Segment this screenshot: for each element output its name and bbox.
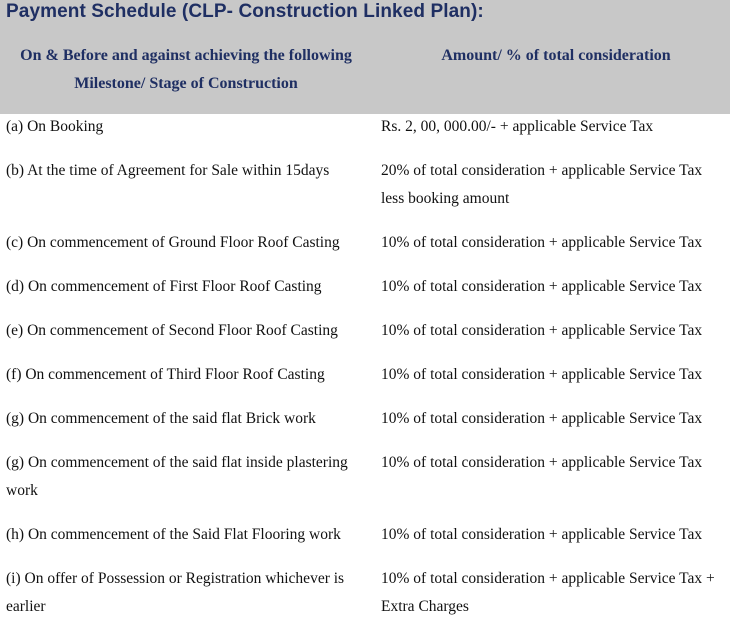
amount-cell: 10% of total consideration + applicable Service Tax — [381, 366, 703, 383]
table-row — [0, 565, 730, 620]
amount-cell: 10% of total consideration + applicable Service Tax — [381, 454, 703, 471]
milestone-cell: (d) On commencement of First Floor Roof Casting — [6, 278, 322, 295]
milestone-cell: (c) On commencement of Ground Floor Roof Casting — [6, 234, 340, 251]
amount-cell: 10% of total consideration + applicable Service Tax — [381, 234, 703, 251]
amount-cell: Rs. 2, 00, 000.00/- + applicable Service Tax — [381, 118, 654, 135]
table-row — [0, 317, 730, 361]
milestone-cell: (a) On Booking — [6, 118, 104, 135]
amount-cell: 10% of total consideration + applicable Service Tax — [381, 410, 703, 427]
column-header-amount: Amount/ % of total consideration — [441, 47, 671, 64]
amount-cell: 10% of total consideration + applicable Service Tax + Extra Charges — [381, 570, 715, 615]
table-row — [0, 113, 730, 157]
column-header-milestone: On & Before and against achieving the following Milestone/ Stage of Construction — [20, 47, 352, 92]
milestone-cell: (e) On commencement of Second Floor Roof Casting — [6, 322, 338, 339]
table-row — [0, 229, 730, 273]
milestone-cell: (h) On commencement of the Said Flat Flooring work — [6, 526, 341, 543]
table-row — [0, 361, 730, 405]
amount-cell: 10% of total consideration + applicable Service Tax — [381, 278, 703, 295]
table-row — [0, 521, 730, 565]
milestone-cell: (g) On commencement of the said flat Brick work — [6, 410, 316, 427]
table-row — [0, 273, 730, 317]
schedule-table-body — [0, 113, 730, 620]
table-row — [0, 157, 730, 229]
table-row — [0, 449, 730, 521]
table-row — [0, 405, 730, 449]
milestone-cell: (b) At the time of Agreement for Sale within 15days — [6, 162, 330, 179]
amount-cell: 10% of total consideration + applicable Service Tax — [381, 526, 703, 543]
amount-cell: 20% of total consideration + applicable Service Tax less booking amount — [381, 162, 703, 207]
page-title: Payment Schedule (CLP- Construction Linked Plan): — [6, 1, 484, 22]
milestone-cell: (f) On commencement of Third Floor Roof Casting — [6, 366, 325, 383]
amount-cell: 10% of total consideration + applicable Service Tax — [381, 322, 703, 339]
table-header-band — [0, 0, 730, 114]
milestone-cell: (g) On commencement of the said flat inside plastering work — [6, 454, 348, 499]
milestone-cell: (i) On offer of Possession or Registration whichever is earlier — [6, 570, 345, 615]
